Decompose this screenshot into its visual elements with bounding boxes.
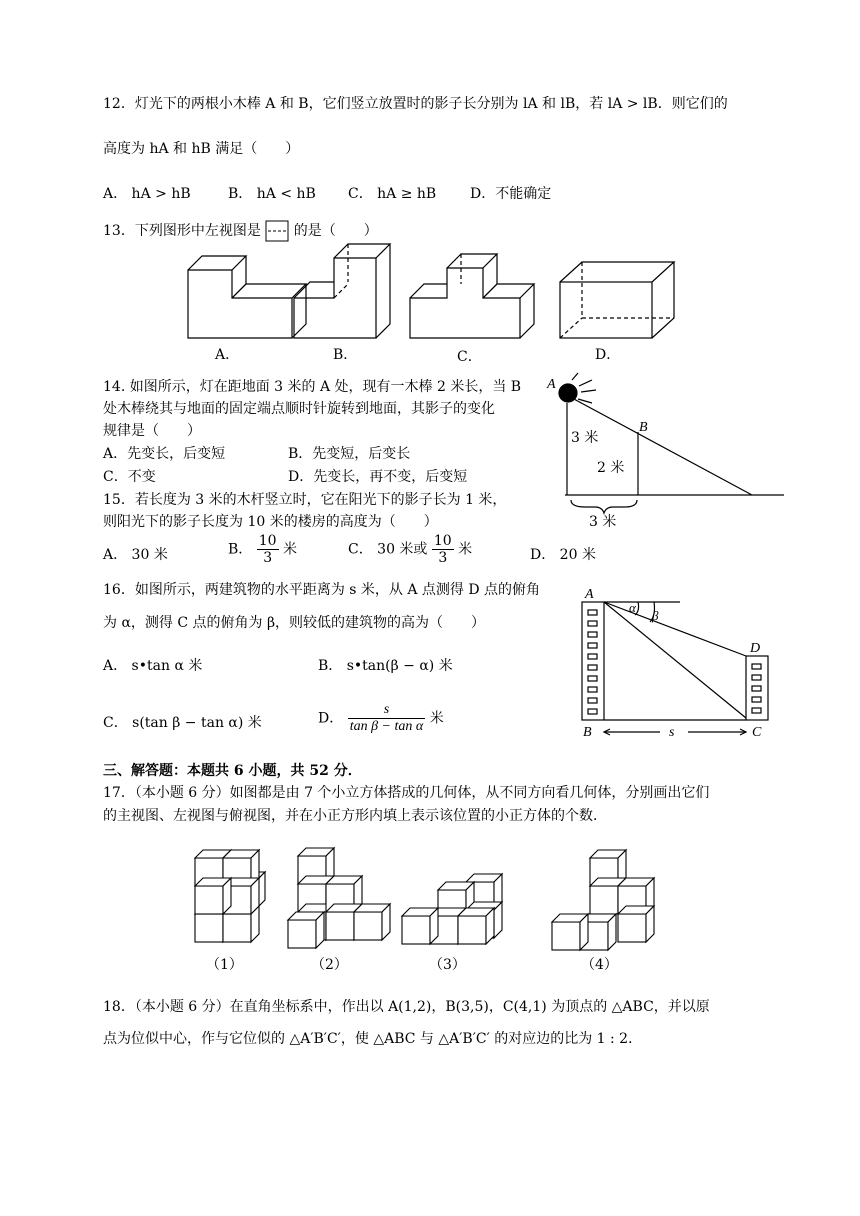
q15-line1: 15．若长度为 3 米的木杆竖立时，它在阳光下的影子长为 1 米， xyxy=(103,492,507,508)
q16-option-d-den: tan β − tan α xyxy=(349,719,424,734)
q14-line3: 规律是（ ） xyxy=(103,423,201,439)
q12-line2: 高度为 hA 和 hB 满足（ ） xyxy=(103,141,300,157)
q13-label-d: D． xyxy=(595,347,621,363)
q16-option-d-prefix: D． xyxy=(318,710,344,727)
q14-line2: 处木棒绕其与地面的固定端点顺时针旋转到地面，其影子的变化 xyxy=(103,401,495,417)
q17-label-4: （4） xyxy=(581,957,618,973)
q16-fig-label-alpha: α xyxy=(629,600,636,615)
q12-line1: 12．灯光下的两根小木棒 A 和 B，它们竖立放置时的影子长分别为 lA 和 lB，若 lA > lB．则它们的 xyxy=(103,96,728,112)
q12-option-a: A． hA > hB xyxy=(103,186,191,202)
q18-line1: 18．（本小题 6 分）在直角坐标系中，作出以 A(1,2)，B(3,5)，C(4,1) 为顶点的 △ABC，并以原 xyxy=(103,999,710,1015)
q13-label-b: B． xyxy=(333,347,358,363)
q18-line2: 点为位似中心，作与它位似的 △A′B′C′，使 △ABC 与 △A′B′C′ 的对应边的比为 1 : 2． xyxy=(103,1031,643,1047)
q13-stem-after: 的是（ ） xyxy=(293,223,378,239)
q15-option-b-suffix: 米 xyxy=(283,541,298,558)
q17-figure-4 xyxy=(552,850,654,950)
q16-option-b: B． s•tan(β − α) 米 xyxy=(318,658,453,674)
q14-fig-height-3: 3 米 xyxy=(571,430,599,446)
q16-option-a: A． s•tan α 米 xyxy=(103,658,203,674)
q14-fig-label-a: A xyxy=(547,377,556,392)
q14-option-b: B．先变短，后变长 xyxy=(288,446,411,462)
q16-fig-label-c: C xyxy=(752,725,762,740)
q13-stem-before: 13．下列图形中左视图是 xyxy=(103,223,261,239)
q14-fig-height-2: 2 米 xyxy=(597,460,625,476)
q15-option-a: A． 30 米 xyxy=(103,547,168,563)
q17-line2: 的主视图、左视图与俯视图，并在小正方形内填上表示该位置的小正方体的个数． xyxy=(103,808,607,824)
q12-option-b: B． hA < hB xyxy=(228,186,316,202)
q14-fig-base-3: 3 米 xyxy=(589,514,617,530)
q16-option-d-num: s xyxy=(348,702,426,719)
q14-line1: 14. 如图所示，灯在距地面 3 米的 A 处，现有一木棒 2 米长，当 B xyxy=(103,379,522,395)
q16-line1: 16．如图所示，两建筑物的水平距离为 s 米，从 A 点测得 D 点的俯角 xyxy=(103,582,541,598)
q15-option-c-prefix: C． 30 米或 xyxy=(348,541,428,558)
q13-label-a: A． xyxy=(215,347,240,363)
q13-label-c: C． xyxy=(457,349,482,365)
q16-fig-label-beta: β xyxy=(652,608,659,623)
q15-option-d: D． 20 米 xyxy=(530,547,596,563)
q17-label-3: （3） xyxy=(429,957,466,973)
q17-label-1: （1） xyxy=(206,957,243,973)
q16-fig-label-d: D xyxy=(750,641,761,656)
q16-line2: 为 α，测得 C 点的俯角为 β，则较低的建筑物的高为（ ） xyxy=(103,615,486,631)
q17-label-2: （2） xyxy=(311,957,348,973)
q12-option-d: D．不能确定 xyxy=(470,186,552,202)
q15-option-c-num: 10 xyxy=(433,533,452,549)
section-3-heading: 三、解答题：本题共 6 小题，共 52 分． xyxy=(103,763,362,779)
q15-option-c-den: 3 xyxy=(438,550,448,566)
q17-figure-1 xyxy=(195,850,265,942)
q17-line1: 17．（本小题 6 分）如图都是由 7 个小立方体搭成的几何体，从不同方向看几何体，分别画出它们 xyxy=(103,785,710,801)
q15-option-b-prefix: B． xyxy=(228,541,253,558)
q14-option-d: D．先变长，再不变，后变短 xyxy=(288,469,468,485)
q16-option-d-suffix: 米 xyxy=(429,710,444,727)
q15-option-b-num: 10 xyxy=(258,533,277,549)
q16-fig-label-a: A xyxy=(585,587,594,602)
q16-fig-label-s: s xyxy=(669,725,675,740)
q16-option-c: C． s(tan β − tan α) 米 xyxy=(103,715,262,731)
q15-line2: 则阳光下的影子长度为 10 米的楼房的高度为（ ） xyxy=(103,514,438,530)
q14-option-a: A．先变长，后变短 xyxy=(103,446,226,462)
q14-option-c: C．不变 xyxy=(103,469,156,485)
q14-fig-label-b: B xyxy=(639,420,648,435)
q12-option-c: C． hA ≥ hB xyxy=(348,186,437,202)
q17-figure-3 xyxy=(402,874,502,944)
q16-fig-label-b: B xyxy=(583,725,592,740)
q15-option-b-den: 3 xyxy=(263,550,273,566)
q17-figure-2 xyxy=(288,848,390,948)
q15-option-c-suffix: 米 xyxy=(458,541,473,558)
